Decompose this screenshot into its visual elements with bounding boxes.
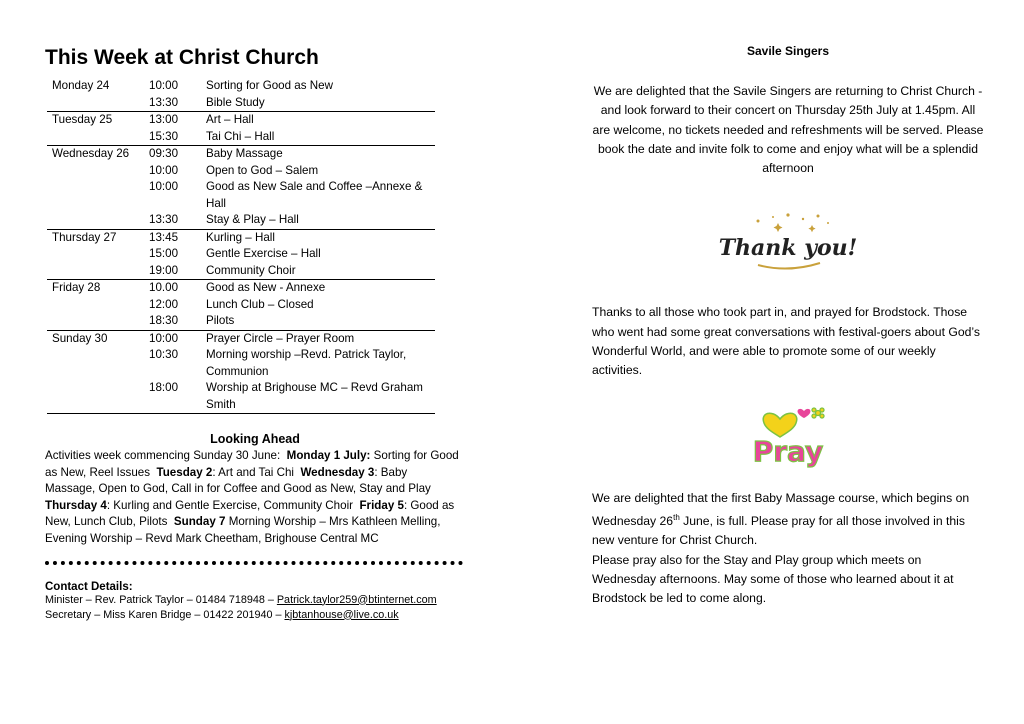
schedule-row <box>47 112 435 129</box>
schedule-day <box>47 179 144 212</box>
schedule-day <box>47 313 144 330</box>
schedule-row <box>47 179 435 212</box>
schedule-time: 13:30 <box>149 213 179 226</box>
schedule-day: Tuesday 25 <box>47 112 144 129</box>
thank-you-image <box>718 211 858 281</box>
schedule-day <box>47 212 144 229</box>
schedule-event: Good as New Sale and Coffee –Annexe & Hall <box>206 180 423 210</box>
schedule-row <box>47 146 435 163</box>
schedule-row <box>47 280 435 297</box>
schedule-event: Lunch Club – Closed <box>206 297 314 311</box>
stay-and-play-text: Please pray also for the Stay and Play group which meets on Wednesday afternoons. May some of those who learned about it at Brodstock be led to come along. <box>592 552 954 606</box>
schedule-row <box>47 78 435 95</box>
schedule-day <box>47 129 144 146</box>
schedule-day <box>47 297 144 314</box>
schedule-time: 13:00 <box>144 112 201 129</box>
schedule-event: Morning worship –Revd. Patrick Taylor, Communion <box>206 348 407 378</box>
pray-image <box>738 399 838 469</box>
schedule-row <box>47 129 435 146</box>
schedule-time: 10:00 <box>149 79 179 92</box>
schedule-day <box>47 263 144 280</box>
schedule-event: Worship at Brighouse MC – Revd Graham Smith <box>201 380 435 414</box>
schedule-day <box>47 380 144 414</box>
schedule-event: Open to God – Salem <box>206 163 319 177</box>
schedule-day: Thursday 27 <box>47 229 144 246</box>
schedule-time: 10.00 <box>144 280 201 297</box>
page-title: This Week at Christ Church <box>45 46 319 69</box>
schedule-day <box>47 95 144 112</box>
secretary-email-link[interactable]: kjbtanhouse@live.co.uk <box>284 608 399 621</box>
left-column <box>45 44 465 623</box>
savile-singers-text: We are delighted that the Savile Singers are returning to Christ Church - and look forward to their concert on Thursday 25th July at 1.45pm. All are welcome, no tickets needed and refreshments will be served. Please book the date and invite folk to come and enjoy what will be a splendid afternoon <box>592 84 984 176</box>
schedule-time: 18:00 <box>144 380 201 414</box>
schedule-row <box>47 246 435 263</box>
schedule-row <box>47 163 435 180</box>
schedule-event: Prayer Circle – Prayer Room <box>201 330 435 347</box>
schedule-time: 10:00 <box>144 330 201 347</box>
schedule-time: 15:30 <box>149 129 179 143</box>
schedule-row <box>47 297 435 314</box>
schedule-row <box>47 347 435 380</box>
schedule-event: Good as New - Annexe <box>201 280 435 297</box>
schedule-day <box>47 347 144 380</box>
baby-massage-text: We are delighted that the first Baby Massage course, which begins on Wednesday 26th June, is full. Please pray for all those involved in this new venture for Christ Church. <box>592 490 970 548</box>
schedule-event: Community Choir <box>206 263 296 277</box>
schedule-event: Sorting for Good as New <box>206 79 333 92</box>
schedule-row <box>47 263 435 280</box>
contact-title: Contact Details: <box>45 580 133 593</box>
looking-ahead-text: Activities week commencing Sunday 30 June: Monday 1 July: Sorting for Good as New, Reel Issues Tuesday 2: Art and Tai Chi Wednesday 3: Baby Massage, Open to God, Call in for Coffee and Good as New, Stay and Play Thursday 4: Kurling and Gentle Exercise, Community Choir Friday 5: Good as New, Lunch Club, Pilots Sunday 7 Morning Worship – Mrs Kathleen Melling, Evening Worship – Revd Mark Cheetham, Brighouse Central MC <box>45 449 459 545</box>
schedule-table <box>47 78 435 414</box>
schedule-day <box>47 246 144 263</box>
schedule-event: Stay & Play – Hall <box>206 213 299 226</box>
schedule-row <box>47 313 435 330</box>
contact-secretary: Secretary – Miss Karen Bridge – 01422 201940 – kjbtanhouse@live.co.uk <box>45 608 399 621</box>
schedule-row <box>47 95 435 112</box>
minister-email-link[interactable]: Patrick.taylor259@btinternet.com <box>276 593 437 606</box>
schedule-day: Sunday 30 <box>47 330 144 347</box>
brodstock-text: Thanks to all those who took part in, and prayed for Brodstock. Those who went had some great conversations with festival-goers about God’s Wonderful World, and were able to promote some of our weekly activities. <box>592 305 980 378</box>
thank-you-text: Thank you! <box>718 235 858 262</box>
schedule-time: 10:00 <box>149 180 179 193</box>
schedule-event: Bible Study <box>206 95 265 109</box>
schedule-time: 10:00 <box>149 163 179 177</box>
schedule-time: 15:00 <box>149 247 179 260</box>
looking-ahead-title: Looking Ahead <box>210 432 300 446</box>
schedule-event: Baby Massage <box>201 146 435 163</box>
schedule-event: Kurling – Hall <box>201 229 435 246</box>
schedule-event: Pilots <box>206 314 235 327</box>
schedule-event: Gentle Exercise – Hall <box>206 247 321 260</box>
right-column <box>592 44 984 609</box>
schedule-time: 13:30 <box>149 95 179 109</box>
schedule-day: Monday 24 <box>52 79 110 92</box>
schedule-row <box>47 330 435 347</box>
contact-minister: Minister – Rev. Patrick Taylor – 01484 718948 – Patrick.taylor259@btinternet.com <box>45 593 437 606</box>
schedule-row <box>47 229 435 246</box>
schedule-time: 19:00 <box>149 263 179 277</box>
schedule-day <box>47 163 144 180</box>
pray-text: Pray <box>752 434 824 468</box>
schedule-row <box>47 212 435 229</box>
schedule-time: 10:30 <box>149 348 179 361</box>
schedule-day: Wednesday 26 <box>47 146 144 163</box>
schedule-day: Friday 28 <box>47 280 144 297</box>
schedule-time: 12:00 <box>149 297 179 311</box>
savile-singers-title: Savile Singers <box>746 44 830 58</box>
schedule-time: 13:45 <box>144 229 201 246</box>
schedule-event: Art – Hall <box>201 112 435 129</box>
schedule-time: 09:30 <box>144 146 201 163</box>
schedule-time: 18:30 <box>149 314 179 327</box>
schedule-event: Tai Chi – Hall <box>206 129 275 143</box>
schedule-row <box>47 380 435 414</box>
dotted-divider <box>45 561 463 565</box>
